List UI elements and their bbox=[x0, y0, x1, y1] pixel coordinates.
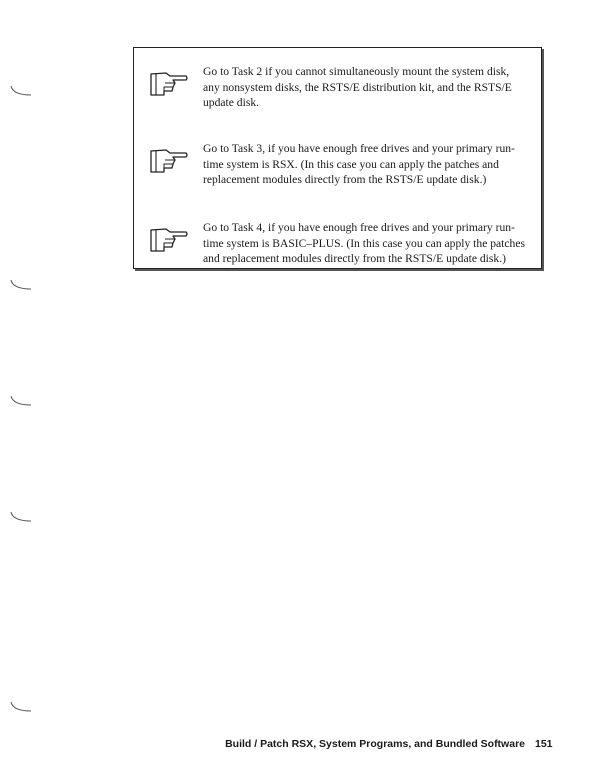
margin-mark bbox=[9, 394, 35, 408]
callout-box bbox=[133, 47, 542, 269]
callout-line: replacement modules directly from the RSTS/E update disk.) bbox=[203, 173, 487, 186]
page-footer bbox=[0, 738, 604, 756]
callout-line: and replacement modules directly from the RSTS/E update disk.) bbox=[203, 252, 506, 265]
callout-line: time system is BASIC–PLUS. (In this case you can apply the patches bbox=[203, 236, 526, 250]
margin-mark bbox=[9, 510, 35, 524]
callout-text bbox=[203, 64, 539, 111]
pointing-hand-icon bbox=[148, 225, 190, 255]
margin-mark bbox=[9, 84, 35, 98]
margin-mark bbox=[9, 278, 35, 292]
callout-line: Go to Task 3, if you have enough free drives and your primary run- bbox=[203, 142, 515, 155]
pointing-hand-icon bbox=[148, 69, 190, 99]
callout-line: Go to Task 4, if you have enough free drives and your primary run- bbox=[203, 221, 515, 234]
page-number: 151 bbox=[535, 738, 553, 750]
callout-text bbox=[203, 220, 539, 267]
callout-line: update disk. bbox=[203, 96, 260, 109]
callout-line: Go to Task 2 if you cannot simultaneously mount the system disk, bbox=[203, 65, 510, 78]
callout-line: any nonsystem disks, the RSTS/E distribution kit, and the RSTS/E bbox=[203, 80, 512, 94]
callout-text bbox=[203, 141, 539, 188]
running-footer-title: Build / Patch RSX, System Programs, and Bundled Software bbox=[225, 738, 525, 750]
margin-mark bbox=[9, 700, 35, 714]
pointing-hand-icon bbox=[148, 146, 190, 176]
callout-line: time system is RSX. (In this case you can apply the patches and bbox=[203, 157, 499, 171]
